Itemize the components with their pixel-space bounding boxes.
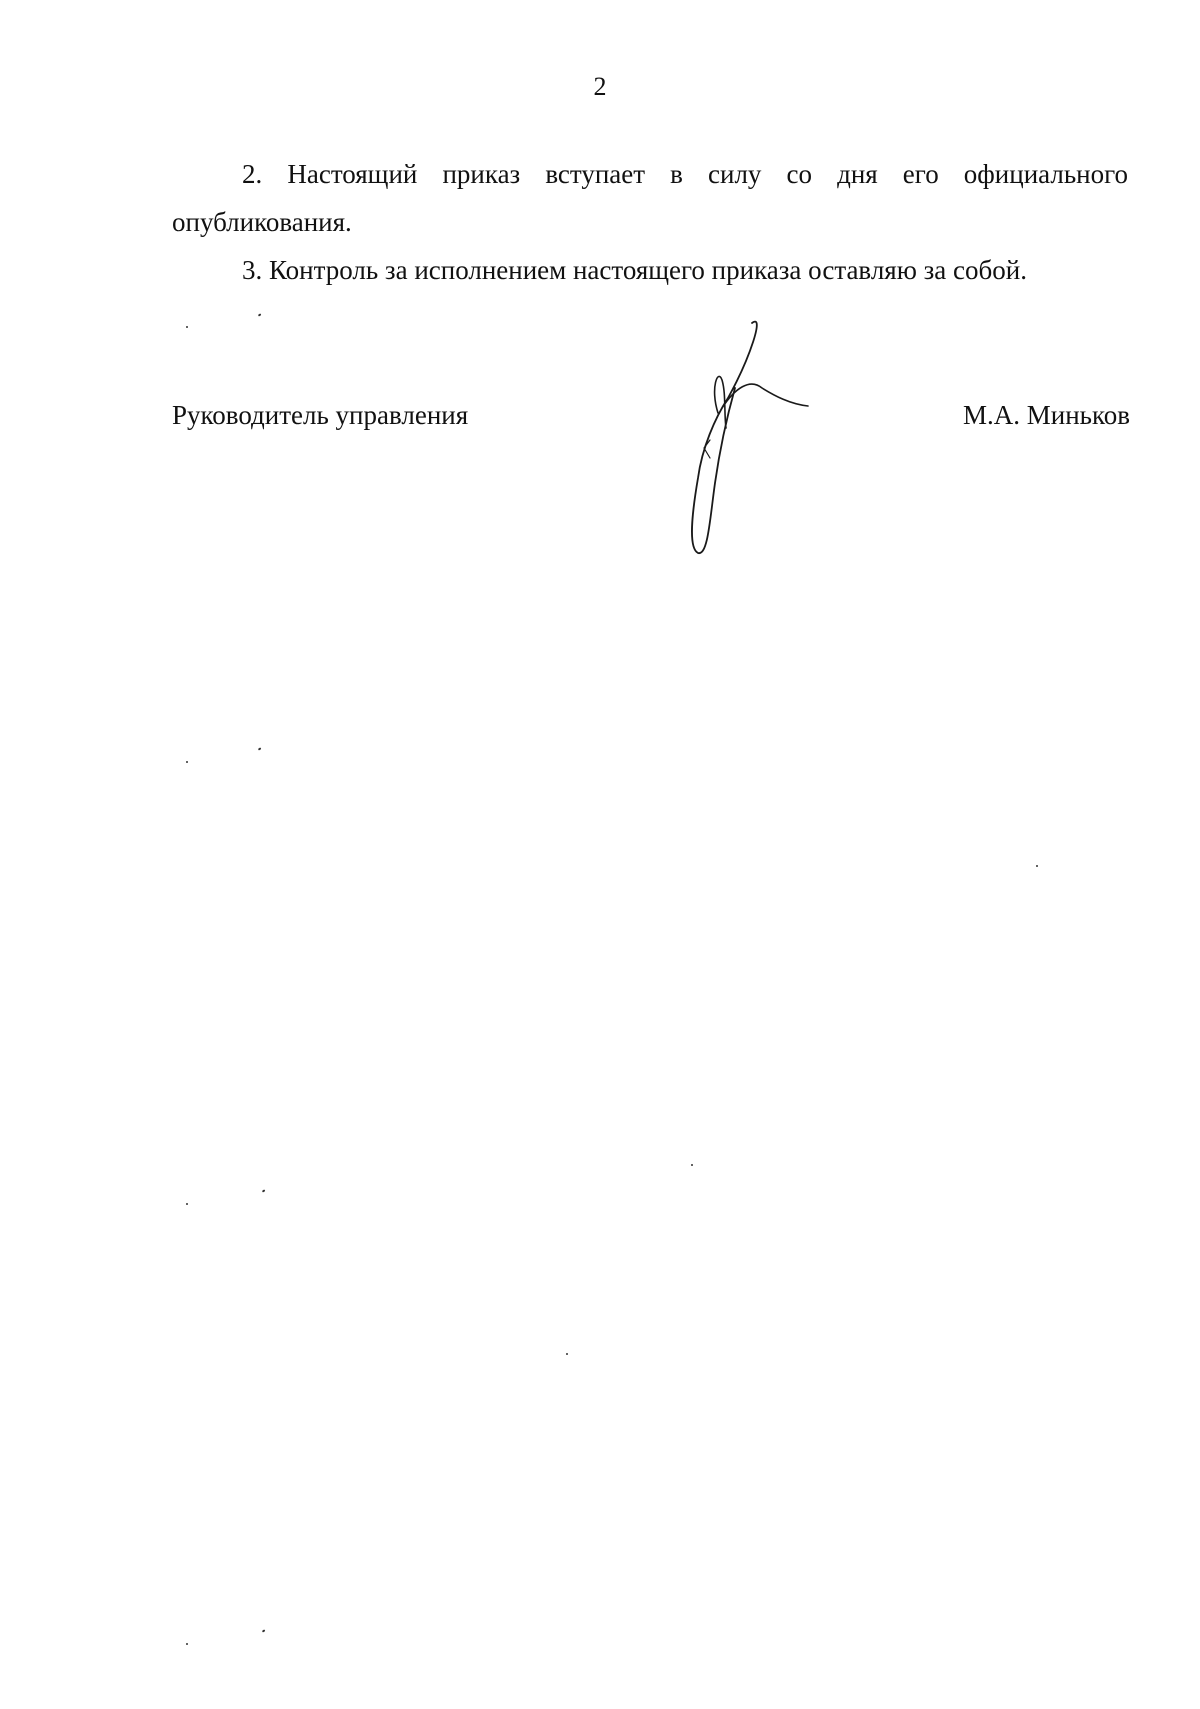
page-number: 2: [593, 72, 607, 101]
signatory-position: Руководитель управления: [172, 400, 469, 430]
scan-speck: [258, 747, 261, 750]
scan-speck: [186, 1203, 188, 1205]
scan-speck: [186, 326, 188, 328]
scan-speck: [262, 1189, 265, 1192]
scan-speck: [566, 1353, 568, 1355]
scan-speck: [1036, 865, 1038, 867]
signatory-name: М.А. Миньков: [963, 400, 1130, 430]
paragraph-3: 3. Контроль за исполнением настоящего приказа оставляю за собой.: [242, 255, 1027, 285]
scan-speck: [262, 1629, 265, 1632]
handwritten-signature: [680, 318, 830, 558]
scan-speck: [186, 761, 188, 763]
scan-speck: [691, 1164, 693, 1166]
scan-speck: [258, 313, 261, 316]
scan-speck: [186, 1643, 188, 1645]
paragraph-2: 2. Настоящий приказ вступает в силу со дня его официального опубликования.: [172, 159, 1128, 237]
